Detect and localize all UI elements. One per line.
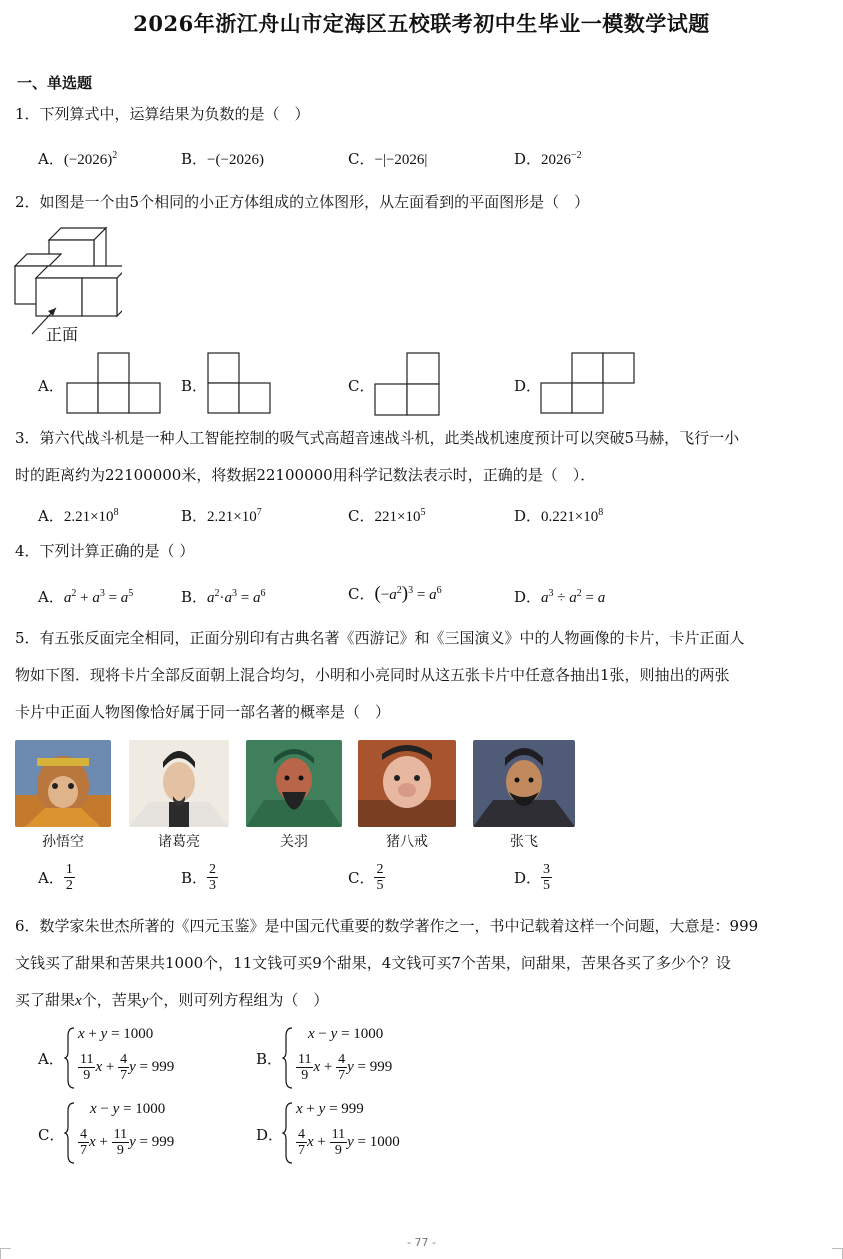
q5-option-d[interactable]: D． $\frac{3}{5}$ [514, 862, 551, 893]
question-6-line-2: 文钱买了甜果和苦果共1000个，11文钱可买9个甜果，4文钱可买7个苦果，问甜果，苦果各买了多少个？设 [15, 954, 731, 972]
question-4-stem: 4．下列计算正确的是（ ） [15, 542, 195, 560]
crop-mark [832, 1248, 843, 1259]
portrait-zhu-bajie-image [358, 740, 456, 827]
q2-option-b-figure[interactable] [207, 352, 273, 414]
q3-option-a[interactable]: A．$2.21\times 10^8$ [38, 507, 119, 525]
q2-option-b-label[interactable]: B． [181, 377, 208, 395]
q6-option-a-system[interactable]: x + y = 1000 $\frac{11}{9}$ x + $\frac{4}{7}$ y = 999 [64, 1026, 214, 1092]
q1-d-expr: $2026^{-2}$ [541, 150, 582, 168]
q2-option-c-figure[interactable] [374, 352, 442, 416]
q5-option-a[interactable]: A． $\frac{1}{2}$ [38, 862, 73, 893]
q1-option-c[interactable]: C．−|−2026| [348, 150, 428, 168]
caption-sun-wukong: 孙悟空 [42, 834, 84, 850]
question-3-line-1: 3．第六代战斗机是一种人工智能控制的吸气式高超音速战斗机，此类战机速度预计可以突破5马赫，飞行一小 [15, 429, 740, 447]
question-5-line-1: 5．有五张反面完全相同，正面分别印有古典名著《西游记》和《三国演义》中的人物画像的卡片，卡片正面人 [15, 629, 745, 647]
caption-zhuge-liang: 诸葛亮 [158, 834, 200, 850]
caption-zhang-fei: 张飞 [510, 834, 538, 850]
question-6-line-3: 买了甜果x个，苦果y个，则可列方程组为（ ） [15, 991, 329, 1009]
q4-option-b[interactable]: B．$a^2\cdot a^3 = a^6$ [181, 588, 266, 606]
page-title: 2026年浙江舟山市定海区五校联考初中生毕业一模数学试题 [133, 11, 710, 36]
q1-a-expr: $(-2026)^2$ [63, 150, 118, 168]
portrait-sun-wukong-image [15, 740, 111, 827]
q2-option-a-label[interactable]: A． [38, 377, 64, 395]
brace-icon [64, 1101, 76, 1165]
q6-option-a-label[interactable]: A． [38, 1050, 64, 1068]
question-6-line-1: 6．数学家朱世杰所著的《四元玉鉴》是中国元代重要的数学著作之一，书中记载着这样一个问题，大意是：999 [15, 917, 759, 935]
question-5-line-2: 物如下图．现将卡片全部反面朝上混合均匀，小明和小亮同时从这五张卡片中任意各抽出1张，则抽出的两张 [15, 666, 730, 684]
caption-guan-yu: 关羽 [280, 834, 308, 850]
brace-icon [282, 1026, 294, 1090]
question-3-line-2: 时的距离约为22100000米，将数据22100000用科学记数法表示时，正确的是（ ）． [15, 466, 596, 484]
caption-zhu-bajie: 猪八戒 [386, 834, 428, 850]
q4-option-a[interactable]: A．$a^2 + a^3 = a^5$ [38, 588, 134, 606]
q6-option-d-label[interactable]: D． [256, 1126, 284, 1144]
q6-option-d-system[interactable]: x + y = 999 $\frac{4}{7}$ x + $\frac{11}{9}$ y = 1000 [282, 1101, 432, 1167]
q6-option-b-system[interactable]: x − y = 1000 $\frac{11}{9}$ x + $\frac{4}{7}$ y = 999 [282, 1026, 432, 1092]
q5-option-c[interactable]: C． $\frac{2}{5}$ [348, 862, 384, 893]
q2-option-a-figure[interactable] [66, 352, 162, 414]
portrait-zhang-fei-image [473, 740, 575, 827]
question-5-line-3: 卡片中正面人物图像恰好属于同一部名著的概率是（ ） [15, 703, 391, 721]
q1-option-b[interactable]: B．−(−2026) [181, 150, 264, 168]
q6-option-b-label[interactable]: B． [256, 1050, 283, 1068]
q1-option-a[interactable]: A．$(-2026)^2$ [38, 150, 118, 168]
front-label: 正面 [46, 325, 79, 344]
q4-option-d[interactable]: D．$a^3 \div a^2 = a$ [514, 588, 606, 606]
q1-b-expr: −(−2026) [207, 152, 264, 168]
q2-option-d-figure[interactable] [540, 352, 636, 414]
q2-option-d-label[interactable]: D． [514, 377, 542, 395]
portrait-guan-yu-image [246, 740, 342, 827]
q5-option-b[interactable]: B． $\frac{2}{3}$ [181, 862, 217, 893]
page-number: - 77 - [407, 1236, 436, 1249]
q2-option-c-label[interactable]: C． [348, 377, 375, 395]
question-2-stem: 2．如图是一个由5个相同的小正方体组成的立体图形，从左面看到的平面图形是（ ） [15, 193, 590, 211]
q4-option-c[interactable]: C．$(-a^2)^3 = a^6$ [348, 583, 442, 604]
q1-option-d[interactable]: D．$2026^{-2}$ [514, 150, 582, 168]
q3-option-d[interactable]: D．$0.221\times 10^8$ [514, 507, 604, 525]
section-heading: 一、单选题 [17, 74, 93, 92]
portrait-zhuge-liang-image [129, 740, 229, 827]
crop-mark [0, 1248, 11, 1259]
q1-c-expr: −|−2026| [374, 152, 428, 168]
q3-option-b[interactable]: B．$2.21\times 10^7$ [181, 507, 262, 525]
brace-icon [64, 1026, 76, 1090]
q6-option-c-system[interactable]: x − y = 1000 $\frac{4}{7}$ x + $\frac{11}{9}$ y = 999 [64, 1101, 214, 1167]
brace-icon [282, 1101, 294, 1165]
question-1-stem: 1．下列算式中，运算结果为负数的是（ ） [15, 105, 310, 123]
q6-option-c-label[interactable]: C． [38, 1126, 65, 1144]
q3-option-c[interactable]: C．$221\times 10^5$ [348, 507, 426, 525]
